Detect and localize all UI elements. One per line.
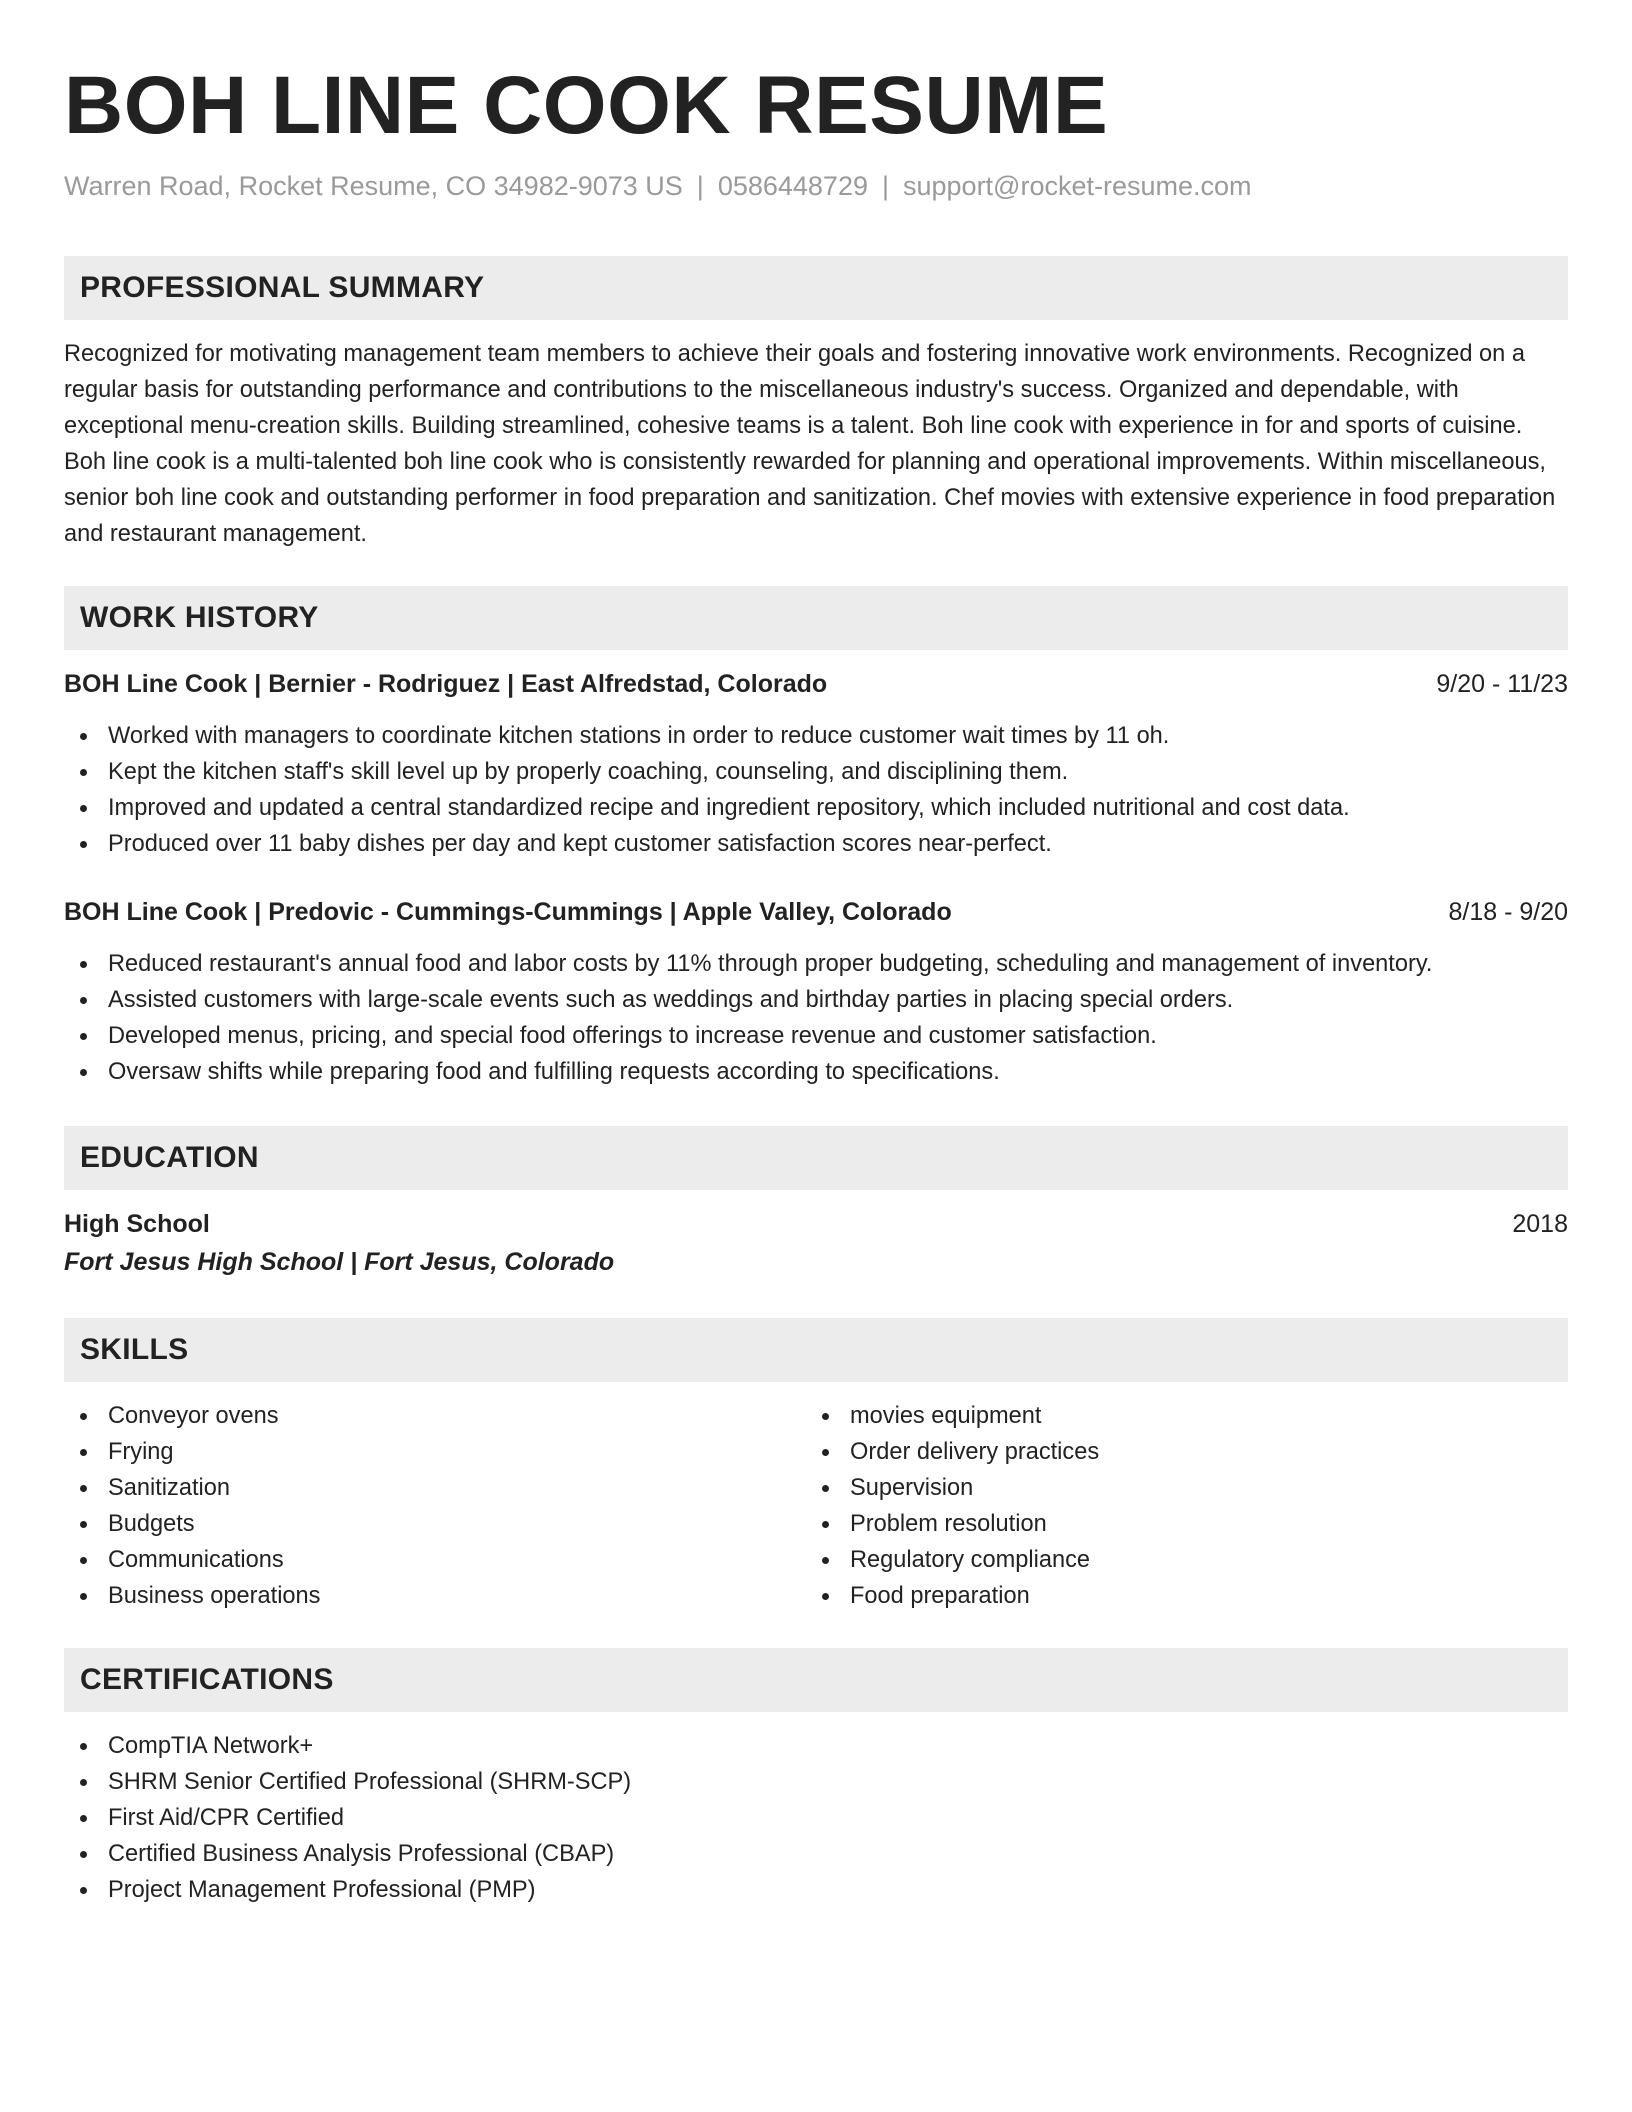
job-bullet: Improved and updated a central standardized recipe and ingredient repository, which included nutritional and cost data. xyxy=(64,790,1568,826)
job-header xyxy=(64,666,1568,702)
skills-grid xyxy=(64,1398,1568,1614)
section-heading-education: EDUCATION xyxy=(64,1126,1568,1190)
summary-text: Recognized for motivating management team members to achieve their goals and fostering innovative work environments. Recognized on a regular basis for outstanding performance and contributions to the miscellaneous industry's success. Organized and dependable, with exceptional menu-creation skills. Building streamlined, cohesive teams is a talent. Boh line cook with experience in for and sports of cuisine. Boh line cook is a multi-talented boh line cook who is consistently rewarded for planning and operational improvements. Within miscellaneous, senior boh line cook and outstanding performer in food preparation and sanitization. Chef movies with extensive experience in food preparation and restaurant management. xyxy=(64,341,1556,547)
job-bullet: Kept the kitchen staff's skill level up by properly coaching, counseling, and disciplining them. xyxy=(64,754,1568,790)
certification-item: CompTIA Network+ xyxy=(64,1728,1568,1764)
certifications-list xyxy=(64,1728,1568,1908)
skill-item: Food preparation xyxy=(806,1578,1548,1614)
job-dates: 9/20 - 11/23 xyxy=(1436,670,1568,698)
job-header xyxy=(64,894,1568,930)
skill-item: Problem resolution xyxy=(806,1506,1548,1542)
education-entry xyxy=(64,1206,1568,1280)
job-title: BOH Line Cook | Predovic - Cummings-Cummings | Apple Valley, Colorado xyxy=(64,898,952,926)
skill-item: Business operations xyxy=(64,1578,806,1614)
education-year: 2018 xyxy=(1512,1210,1568,1238)
education-degree: High School xyxy=(64,1210,210,1238)
education-header xyxy=(64,1206,1568,1242)
contact-line xyxy=(64,168,1568,204)
job-bullets xyxy=(64,946,1568,1090)
skills-column-left xyxy=(64,1398,806,1614)
skill-item: Regulatory compliance xyxy=(806,1542,1548,1578)
job-bullet: Developed menus, pricing, and special food offerings to increase revenue and customer satisfaction. xyxy=(64,1018,1568,1054)
job-title: BOH Line Cook | Bernier - Rodriguez | East Alfredstad, Colorado xyxy=(64,670,828,698)
skill-item: Budgets xyxy=(64,1506,806,1542)
job-bullet: Produced over 11 baby dishes per day and kept customer satisfaction scores near-perfect. xyxy=(64,826,1568,862)
contact-separator: | xyxy=(881,171,889,201)
certification-item: Certified Business Analysis Professional (CBAP) xyxy=(64,1836,1568,1872)
section-heading-work-history: WORK HISTORY xyxy=(64,586,1568,650)
job-bullets xyxy=(64,718,1568,862)
job-bullet: Reduced restaurant's annual food and labor costs by 11% through proper budgeting, scheduling and management of inventory. xyxy=(64,946,1568,982)
section-heading-skills: SKILLS xyxy=(64,1318,1568,1382)
job-entry xyxy=(64,666,1568,862)
skill-item: movies equipment xyxy=(806,1398,1548,1434)
contact-phone: 0586448729 xyxy=(717,171,868,201)
section-heading-certifications: CERTIFICATIONS xyxy=(64,1648,1568,1712)
skill-item: Order delivery practices xyxy=(806,1434,1548,1470)
contact-email: support@rocket-resume.com xyxy=(903,171,1252,201)
skills-column-right xyxy=(806,1398,1548,1614)
contact-separator: | xyxy=(696,171,704,201)
resume-title: BOH LINE COOK RESUME xyxy=(64,60,1109,151)
contact-address: Warren Road, Rocket Resume, CO 34982-9073 US xyxy=(64,171,683,201)
job-bullet: Oversaw shifts while preparing food and fulfilling requests according to specifications. xyxy=(64,1054,1568,1090)
skill-item: Supervision xyxy=(806,1470,1548,1506)
certification-item: First Aid/CPR Certified xyxy=(64,1800,1568,1836)
job-dates: 8/18 - 9/20 xyxy=(1448,898,1568,926)
skill-item: Sanitization xyxy=(64,1470,806,1506)
skill-item: Frying xyxy=(64,1434,806,1470)
skill-item: Conveyor ovens xyxy=(64,1398,806,1434)
job-bullet: Worked with managers to coordinate kitchen stations in order to reduce customer wait times by 11 oh. xyxy=(64,718,1568,754)
skill-item: Communications xyxy=(64,1542,806,1578)
job-entry xyxy=(64,894,1568,1090)
certification-item: Project Management Professional (PMP) xyxy=(64,1872,1568,1908)
education-school: Fort Jesus High School | Fort Jesus, Colorado xyxy=(64,1248,615,1276)
section-heading-summary: PROFESSIONAL SUMMARY xyxy=(64,256,1568,320)
certification-item: SHRM Senior Certified Professional (SHRM-SCP) xyxy=(64,1764,1568,1800)
job-bullet: Assisted customers with large-scale events such as weddings and birthday parties in placing special orders. xyxy=(64,982,1568,1018)
